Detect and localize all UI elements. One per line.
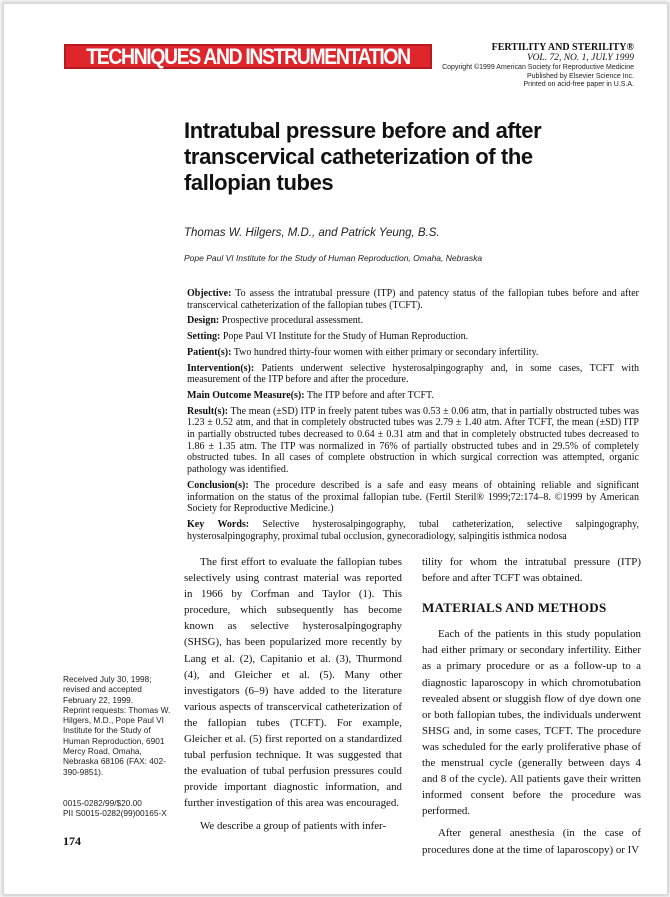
journal-page <box>3 3 668 895</box>
abstract-text: Patients underwent selective hysterosalpingography and, in some cases, TCFT with measurement of the ITP before and after the procedure. <box>187 362 639 386</box>
article-notes <box>63 674 177 777</box>
title-line: transcervical catheterization of the <box>184 144 533 169</box>
abstract-label: Result(s): <box>187 405 229 417</box>
abstract-text: Two hundred thirty-four women with either primary or secondary infertility. <box>231 346 539 358</box>
abstract-label: Main Outcome Measure(s): <box>187 389 305 401</box>
abstract-design <box>187 315 639 327</box>
abstract-label: Design: <box>187 315 220 327</box>
abstract-interventions <box>187 363 639 386</box>
abstract-key-words <box>187 519 639 542</box>
body-paragraph: Each of the patients in this study population had either primary or secondary infertility. Either as a primary procedure or as a follow-up to a diagnostic laparoscopy in which chromotubation revealed absent or sluggish flow of dye down one or both fallopian tubes, the individuals underwent SHSG and, in some cases, TCFT. The procedure was scheduled for the early proliferative phase of the menstrual cycle (generally between days 4 and 8 of the cycle). All patients gave their written informed consent before the procedure was performed. <box>422 628 641 818</box>
abstract-text: Selective hysterosalpingography, tubal catheterization, selective salpingography, hysterosalpingography, proximal tubal occlusion, gynecoradiology, salpingitis isthmica nodosa <box>187 518 639 542</box>
abstract-main-outcome <box>187 390 639 402</box>
abstract-label: Patient(s): <box>187 346 232 358</box>
section-banner <box>64 44 432 69</box>
article-codes <box>63 798 183 819</box>
article-title <box>184 118 604 196</box>
abstract-text: The mean (±SD) ITP in freely patent tubes was 0.53 ± 0.06 atm, that in partially obstructed tubes was 1.23 ± 0.52 atm, and that in completely obstructed tubes was 2.79 ± 1.40 atm. After TCFT, the mean (±SD) ITP in partially obstructed tubes decreased to 0.64 ± 0.31 atm and that in completely obstructed tubes decreased to 1.86 ± 1.35 atm. The ITP was normalized in 76% of partially obstructed tubes and in 29.5% of completely obstructed tubes. In all cases of complete obstruction in which surgical correction was attempted, organic pathology was identified. <box>187 405 639 476</box>
body-paragraph: After general anesthesia (in the case of procedures done at the time of laparoscopy) or IV <box>422 827 641 856</box>
page-number: 174 <box>63 834 81 848</box>
abstract-text: To assess the intratubal pressure (ITP) and patency status of the fallopian tubes before and after transcervical catheterization of the fallopian tubes (TCFT). <box>187 288 639 311</box>
abstract-text: The procedure described is a safe and easy means of obtaining reliable and significant information on the status of the proximal fallopian tube. (Fertil Steril® 1999;72:174–8. ©1999 by American Society for Reproductive Medicine.) <box>187 479 639 515</box>
abstract-label: Objective: <box>187 288 232 299</box>
abstract-conclusions <box>187 480 639 515</box>
abstract-results <box>187 406 639 476</box>
abstract-text: The ITP before and after TCFT. <box>304 389 434 401</box>
section-banner-text: TECHNIQUES AND INSTRUMENTATION <box>86 43 410 69</box>
journal-publisher: Published by Elsevier Science Inc. <box>527 72 634 80</box>
journal-volume: VOL. 72, NO. 1, JULY 1999 <box>527 53 634 63</box>
received-note: Received July 30, 1998; revised and accepted February 22, 1999. <box>63 674 152 705</box>
abstract-label: Key Words: <box>187 518 250 530</box>
reprint-note: Reprint requests: Thomas W. Hilgers, M.D., Pope Paul VI Institute for the Study of Human Reproduction, 6901 Mercy Road, Omaha, Nebraska 68106 (FAX: 402-390-9851). <box>63 704 171 777</box>
abstract-patients <box>187 347 639 359</box>
journal-copyright: Copyright ©1999 American Society for Reproductive Medicine <box>442 64 634 71</box>
abstract-label: Intervention(s): <box>187 362 255 374</box>
body-paragraph: The first effort to evaluate the fallopian tubes selectively using contrast material was reported in 1966 by Corfman and Taylor (1). This procedure, which subsequently has become known as selective hysterosalpingography (SHSG), has been popularized more recently by Lang et al. (2), Capitanio et al. (3), Thurmond (4), and Gleicher et al. (5). Many other investigators (6–9) have added to the literature various aspects of transcervical catheterization of the fallopian tubes (TCFT). For example, Gleicher et al. (5) first reported on a standardized tubal perfusion technique. It was suggested that the evaluation of tubal perfusion pressures could provide important diagnostic information, and further investigation of this area was encouraged. <box>184 556 402 810</box>
body-paragraph-continuation: tility for whom the intratubal pressure (ITP) before and after TCFT was obtained. <box>422 556 641 585</box>
body-paragraph: We describe a group of patients with infer- <box>200 819 387 832</box>
issn-code: 0015-0282/99/$20.00 <box>63 798 142 808</box>
abstract-setting <box>187 331 639 343</box>
abstract-label: Setting: <box>187 331 221 343</box>
pii-code: PII S0015-0282(99)00165-X <box>63 808 167 819</box>
abstract-text: Prospective procedural assessment. <box>219 315 364 327</box>
body-column-left <box>184 554 402 840</box>
section-heading: MATERIALS AND METHODS <box>422 600 607 616</box>
journal-name: FERTILITY AND STERILITY® <box>491 42 634 53</box>
authors: Thomas W. Hilgers, M.D., and Patrick Yeung, B.S. <box>184 227 440 239</box>
title-line: Intratubal pressure before and after <box>184 118 542 143</box>
abstract-objective <box>187 288 639 311</box>
abstract-text: Pope Paul VI Institute for the Study of Human Reproduction. <box>220 331 469 343</box>
body-column-right <box>422 554 641 864</box>
journal-info <box>442 42 634 90</box>
journal-paper-note: Printed on acid-free paper in U.S.A. <box>523 81 634 88</box>
title-line: fallopian tubes <box>184 170 334 195</box>
abstract-label: Conclusion(s): <box>187 479 249 491</box>
abstract <box>187 288 639 546</box>
affiliation: Pope Paul VI Institute for the Study of Human Reproduction, Omaha, Nebraska <box>184 253 483 263</box>
